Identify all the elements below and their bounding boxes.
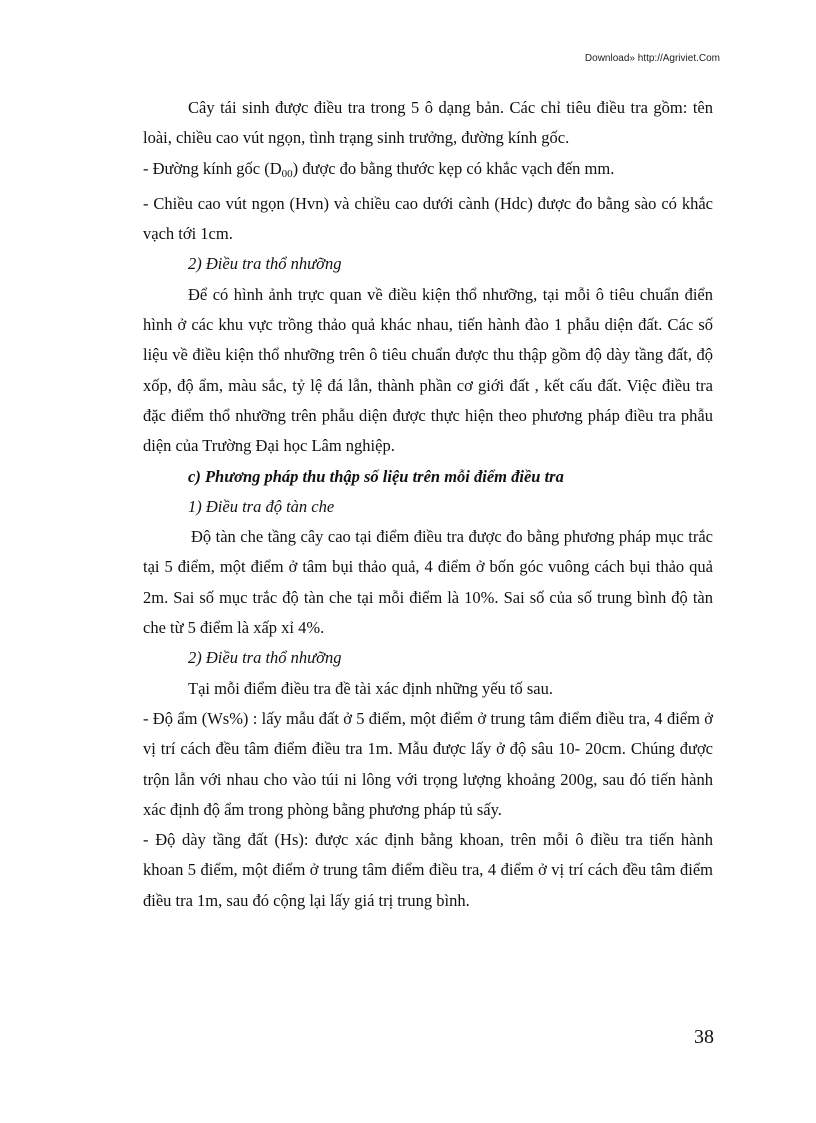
- paragraph: Tại mỗi điểm điều tra đề tài xác định những yếu tố sau.: [188, 678, 553, 698]
- list-item: - Độ ẩm (Ws%) : lấy mẫu đất ở 5 điểm, một điểm ở trung tâm điểm điều tra, 4 điểm ở vị trí cách đều tâm điểm điều tra 1m. Mẫu được lấy ở độ sâu 10- 20cm. Chúng được trộn lẫn với nhau cho vào túi ni lông với trọng lượng khoảng 200g, sau đó tiến hành xác định độ ẩm trong phòng bằng phương pháp tủ sấy.: [143, 708, 713, 819]
- paragraph-diameter: [143, 154, 713, 189]
- paragraph: Để có hình ảnh trực quan về điều kiện thổ nhưỡng, tại mỗi ô tiêu chuẩn điển hình ở các khu vực trồng thảo quả khác nhau, tiến hành đào 1 phẫu diện đất. Các số liệu về điều kiện thổ nhưỡng trên ô tiêu chuẩn được thu thập gồm độ dày tầng đất, độ xốp, độ ẩm, màu sắc, tỷ lệ đá lẫn, thành phần cơ giới đất , kết cấu đất. Việc điều tra đặc điểm thổ nhưỡng trên phẫu diện được thực hiện theo phương pháp điều tra phẫu diện của Trường Đại học Lâm nghiệp.: [143, 284, 713, 456]
- paragraph: Độ tàn che tầng cây cao tại điểm điều tra được đo bằng phương pháp mục trắc tại 5 điểm, một điểm ở tâm bụi thảo quả, 4 điểm ở bốn góc vuông cách bụi thảo quả 2m. Sai số mục trắc độ tàn che tại mỗi điểm là 10%. Sai số của số trung bình độ tàn che từ 5 điểm là xấp xỉ 4%.: [143, 527, 713, 638]
- subscript: 00: [281, 167, 293, 180]
- section-heading: 1) Điều tra độ tàn che: [188, 496, 335, 516]
- text-run: - Đường kính gốc (D: [143, 158, 282, 178]
- list-item: - Độ dày tầng đất (Hs): được xác định bằng khoan, trên mỗi ô điều tra tiến hành khoan 5 điểm, một điểm ở trung tâm điểm điều tra, 4 điểm ở vị trí cách đều tâm điểm điều tra 1m, sau đó cộng lại lấy giá trị trung bình.: [143, 830, 713, 910]
- page-number: 38: [694, 1026, 714, 1048]
- download-link[interactable]: Download» http://Agriviet.Com: [584, 53, 720, 64]
- paragraph: - Chiều cao vút ngọn (Hvn) và chiều cao dưới cành (Hdc) được đo bằng sào có khắc vạch tới 1cm.: [143, 193, 713, 244]
- text-run: ) được đo bằng thước kẹp có khắc vạch đến mm.: [292, 158, 615, 178]
- section-heading: 2) Điều tra thổ nhưỡng: [188, 648, 342, 668]
- paragraph: Cây tái sinh được điều tra trong 5 ô dạng bản. Các chỉ tiêu điều tra gồm: tên loài, chiều cao vút ngọn, tình trạng sinh trưởng, đường kính gốc.: [143, 98, 713, 148]
- section-heading: 2) Điều tra thổ nhưỡng: [188, 254, 342, 274]
- section-heading: c) Phương pháp thu thập số liệu trên mỗi điểm điều tra: [188, 466, 564, 486]
- document-body: [143, 93, 713, 916]
